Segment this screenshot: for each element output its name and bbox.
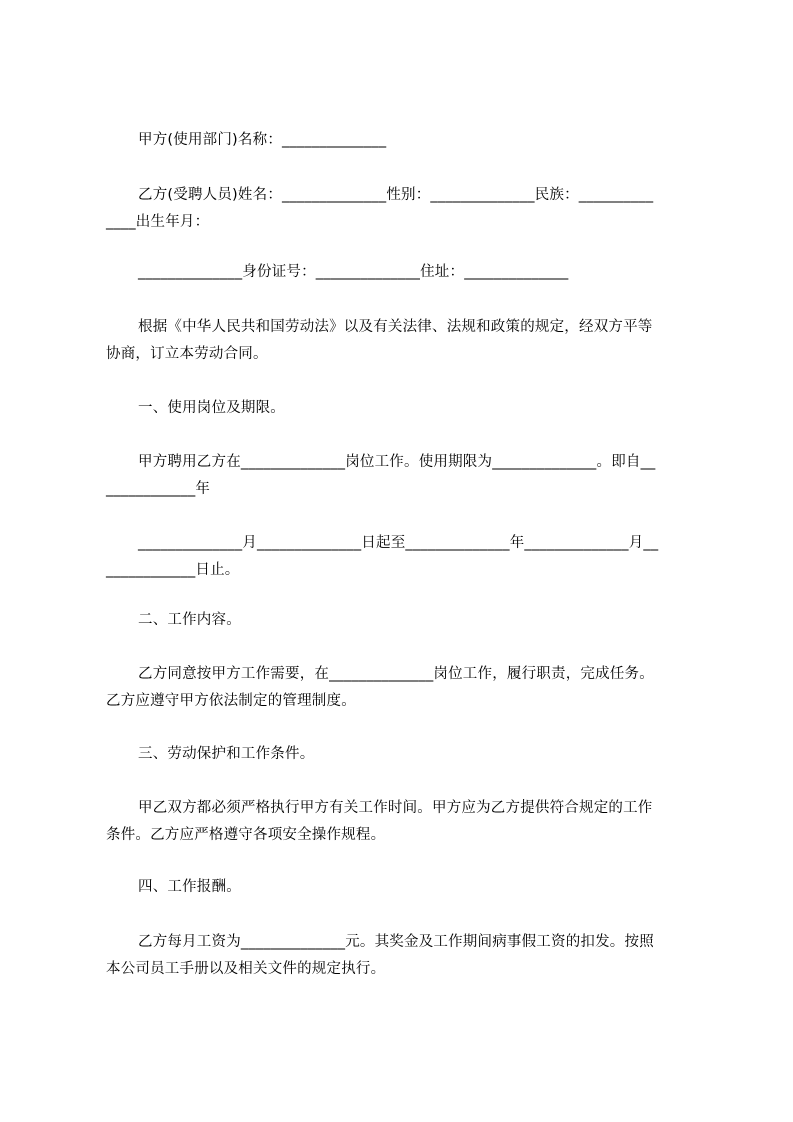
intro-text-1: 根据《中华人民共和国劳动法》以及有关法律、法规和政策的规定，经双方平等 [138,319,653,335]
section-1-line-2 [106,475,793,503]
section-3-title [138,740,793,768]
section-3-line-2 [106,821,793,849]
section-2-text-1: 乙方同意按甲方工作需要，在______________岗位工作，履行职责，完成任务。 [138,666,654,682]
section-4-line-1 [138,928,793,956]
section-4-title [138,873,793,901]
section-3-text-1: 甲乙双方都必须严格执行甲方有关工作时间。甲方应为乙方提供符合规定的工作 [138,800,653,816]
section-1-line-1 [138,448,793,476]
section-2-text-2: 乙方应遵守甲方依法制定的管理制度。 [106,693,356,709]
party-b-text-3: ______________身份证号：______________住址：______________ [138,264,569,280]
party-a-text: 甲方(使用部门)名称：______________ [138,132,387,148]
section-3-text-2: 条件。乙方应严格遵守各项安全操作规程。 [106,827,386,843]
intro-text-2: 协商，订立本劳动合同。 [106,346,268,362]
section-4-line-2 [106,955,793,983]
section-2-title-text: 二、工作内容。 [138,612,241,628]
party-a-line [138,126,793,154]
party-b-line-2 [106,208,793,236]
section-1-text-1: 甲方聘用乙方在______________岗位工作。使用期限为______________。即自__ [138,454,656,470]
party-b-text-2: ____出生年月： [106,214,210,230]
section-1-title [138,394,793,422]
section-1-text-3: ______________月______________日起至______________年______________月__ [138,535,659,551]
intro-line-2 [106,340,793,368]
section-2-title [138,606,793,634]
party-b-line-1 [138,181,793,209]
intro-line-1 [138,313,793,341]
party-b-text-1: 乙方(受聘人员)姓名：______________性别：______________民族：__________ [138,187,654,203]
section-1-line-4 [106,556,793,584]
section-4-text-1: 乙方每月工资为______________元。其奖金及工作期间病事假工资的扣发。按照 [138,934,654,950]
section-1-text-4: ____________日止。 [106,562,240,578]
section-4-title-text: 四、工作报酬。 [138,879,241,895]
party-b-line-3 [138,258,793,286]
section-2-line-2 [106,687,793,715]
section-1-text-2: ____________年 [106,481,211,497]
section-4-text-2: 本公司员工手册以及相关文件的规定执行。 [106,961,386,977]
section-1-title-text: 一、使用岗位及期限。 [138,400,285,416]
section-3-title-text: 三、劳动保护和工作条件。 [138,746,315,762]
section-1-line-3 [138,529,793,557]
section-2-line-1 [138,660,793,688]
section-3-line-1 [138,794,793,822]
